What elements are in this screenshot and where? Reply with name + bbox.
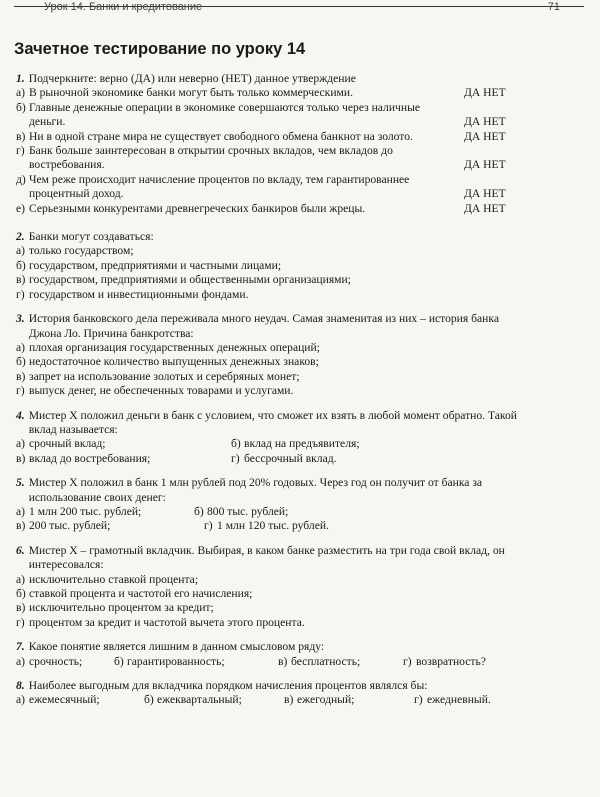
- option-text: исключительно процентом за кредит;: [29, 601, 214, 615]
- option-text: плохая организация государственных денежных операций;: [29, 340, 320, 354]
- question-7: [16, 640, 526, 669]
- option-letter: б): [144, 693, 154, 707]
- question-prompt: [16, 312, 526, 341]
- option-letter: б): [16, 258, 26, 272]
- option[interactable]: [16, 437, 231, 451]
- option-text: бесплатность;: [291, 654, 361, 668]
- question-text: Банки могут создаваться:: [28, 230, 154, 244]
- option[interactable]: [16, 505, 194, 519]
- option-text: только государством;: [29, 244, 134, 258]
- question-5: [16, 476, 526, 534]
- yes-no-choice[interactable]: ДА НЕТ: [464, 129, 506, 143]
- option[interactable]: [16, 370, 526, 384]
- question-prompt: [16, 409, 526, 438]
- yes-no-choice[interactable]: ДА НЕТ: [464, 187, 506, 201]
- question-prompt: [16, 544, 526, 573]
- option[interactable]: [231, 452, 337, 466]
- header-rule: [14, 1, 584, 13]
- question-2: [16, 230, 526, 302]
- yes-no-choice[interactable]: ДА НЕТ: [464, 115, 506, 129]
- option[interactable]: [194, 505, 288, 519]
- question-prompt: [16, 72, 526, 86]
- statement-text: Серьезными конкурентами древнегреческих банкиров были жрецы.: [29, 201, 366, 215]
- option[interactable]: [278, 655, 403, 669]
- option-letter: г): [16, 144, 25, 158]
- option[interactable]: [16, 655, 114, 669]
- option-letter: г): [231, 451, 240, 465]
- option[interactable]: [16, 273, 526, 287]
- option[interactable]: [16, 259, 526, 273]
- option-letter: е): [16, 201, 26, 215]
- option[interactable]: [16, 355, 526, 369]
- option-text: срочность;: [29, 654, 83, 668]
- option[interactable]: [16, 601, 526, 615]
- option-letter: а): [16, 654, 26, 668]
- option-letter: а): [16, 340, 26, 354]
- statement-c: [16, 130, 526, 144]
- option-text: исключительно ставкой процента;: [29, 572, 199, 586]
- question-text: Мистер X – грамотный вкладчик. Выбирая, в каком банке разместить на три года свой вклад, он интересовался:: [28, 543, 505, 572]
- option-letter: д): [16, 172, 26, 186]
- question-text: История банковского дела переживала много неудач. Самая знаменитая из них – история банка Джона Ло. Причина банкротства:: [28, 312, 499, 340]
- option-letter: в): [16, 273, 26, 287]
- statement-a: [16, 86, 526, 100]
- option-letter: г): [16, 384, 25, 398]
- option[interactable]: [16, 587, 526, 601]
- question-1: [16, 72, 526, 216]
- question-number: 4.: [16, 408, 25, 422]
- option-letter: б): [114, 654, 124, 668]
- option-letter: в): [278, 654, 288, 668]
- question-number: 7.: [16, 640, 25, 654]
- option[interactable]: [16, 693, 144, 707]
- option[interactable]: [16, 288, 526, 302]
- option-letter: в): [16, 129, 26, 143]
- option-letter: а): [16, 693, 26, 707]
- option-text: государством и инвестиционными фондами.: [29, 287, 249, 301]
- running-head: Урок 14. Банки и кредитование: [44, 1, 203, 13]
- option-text: государством, предприятиями и общественными организациями;: [29, 273, 351, 287]
- option-text: ставкой процента и частотой его начисления;: [29, 587, 253, 600]
- question-6: [16, 544, 526, 630]
- option-text: ежедневный.: [427, 693, 491, 707]
- option[interactable]: [16, 573, 526, 587]
- option-letter: а): [16, 86, 26, 100]
- option-text: 800 тыс. рублей;: [207, 504, 289, 518]
- yes-no-choice[interactable]: ДА НЕТ: [464, 158, 506, 172]
- option-letter: в): [284, 693, 294, 707]
- question-text: Какое понятие является лишним в данном смысловом ряду:: [28, 640, 325, 654]
- option[interactable]: [16, 519, 204, 533]
- option[interactable]: [231, 437, 360, 451]
- statement-text: Чем реже происходит начисление процентов по вкладу, тем гарантированнее процентный доход.: [29, 172, 410, 201]
- option-letter: б): [16, 587, 26, 600]
- option[interactable]: [16, 244, 526, 258]
- question-prompt: [16, 679, 526, 693]
- question-number: 5.: [16, 476, 25, 490]
- option-text: 1 млн 200 тыс. рублей;: [29, 504, 142, 518]
- option[interactable]: [403, 655, 486, 669]
- option-letter: г): [16, 615, 25, 629]
- option-text: процентом за кредит и частотой вычета этого процента.: [29, 615, 305, 629]
- option-letter: а): [16, 504, 26, 518]
- option[interactable]: [16, 452, 231, 466]
- question-number: 3.: [16, 312, 25, 326]
- option-letter: а): [16, 437, 26, 451]
- option-text: недостаточное количество выпущенных денежных знаков;: [29, 355, 319, 369]
- option-text: ежегодный;: [297, 693, 355, 707]
- question-prompt: [16, 230, 526, 244]
- option-text: выпуск денег, не обеспеченных товарами и услугами.: [29, 384, 294, 398]
- option-text: бессрочный вклад.: [244, 451, 337, 465]
- option[interactable]: [204, 519, 329, 533]
- page-number: 71: [547, 1, 560, 13]
- option[interactable]: [114, 655, 278, 669]
- statement-text: Банк больше заинтересован в открытии срочных вкладов, чем вкладов до востребования.: [29, 144, 393, 172]
- option[interactable]: [16, 384, 526, 398]
- question-text: Наиболее выгодным для вкладчика порядком начисления процентов являлся бы:: [28, 679, 428, 693]
- statement-f: [16, 202, 526, 216]
- option-text: вклад до востребования;: [29, 451, 151, 465]
- option-letter: в): [16, 601, 26, 615]
- option-letter: а): [16, 572, 26, 586]
- option-text: 1 млн 120 тыс. рублей.: [217, 519, 329, 533]
- statement-text: Главные денежные операции в экономике совершаются только через наличные деньги.: [29, 100, 420, 129]
- option-letter: а): [16, 244, 26, 258]
- question-3: [16, 312, 526, 398]
- question-4: [16, 409, 526, 467]
- option-text: ежеквартальный;: [157, 693, 242, 707]
- option-letter: г): [16, 287, 25, 301]
- question-number: 6.: [16, 543, 25, 557]
- option-text: ежемесячный;: [29, 693, 100, 707]
- option-letter: в): [16, 519, 26, 533]
- option[interactable]: [414, 693, 491, 707]
- statement-b: [16, 101, 526, 130]
- option-text: возвратность?: [416, 654, 486, 668]
- statement-text: В рыночной экономике банки могут быть только коммерческими.: [29, 86, 353, 100]
- option[interactable]: [16, 616, 526, 630]
- page-title: Зачетное тестирование по уроку 14: [14, 40, 306, 58]
- question-8: [16, 679, 526, 708]
- option-letter: г): [204, 519, 213, 533]
- option-letter: в): [16, 369, 26, 383]
- option-letter: в): [16, 451, 26, 465]
- option[interactable]: [284, 693, 414, 707]
- option-text: срочный вклад;: [29, 437, 106, 451]
- statement-d: [16, 144, 526, 173]
- option[interactable]: [16, 341, 526, 355]
- option[interactable]: [144, 693, 284, 707]
- option-text: вклад на предъявителя;: [244, 437, 360, 451]
- option-letter: б): [194, 504, 204, 518]
- option-text: 200 тыс. рублей;: [29, 519, 111, 533]
- question-number: 2.: [16, 230, 25, 244]
- question-text: Подчеркните: верно (ДА) или неверно (НЕТ) данное утверждение: [28, 72, 356, 85]
- question-number: 8.: [16, 679, 25, 693]
- option-letter: б): [231, 437, 241, 451]
- yes-no-choice[interactable]: ДА НЕТ: [464, 86, 506, 100]
- option-text: гарантированность;: [127, 654, 225, 668]
- option-letter: б): [16, 100, 26, 114]
- option-letter: г): [403, 654, 412, 668]
- test-content: [16, 72, 526, 718]
- question-prompt: [16, 640, 526, 654]
- question-text: Мистер X положил деньги в банк с условием, что сможет их взять в любой момент обратно. Такой вклад называется:: [28, 408, 517, 436]
- statement-text: Ни в одной стране мира не существует свободного обмена банкнот на золото.: [29, 129, 413, 143]
- option-text: государством, предприятиями и частными лицами;: [29, 258, 282, 272]
- yes-no-choice[interactable]: ДА НЕТ: [464, 201, 506, 215]
- question-number: 1.: [16, 72, 25, 85]
- statement-e: [16, 173, 526, 202]
- option-text: запрет на использование золотых и серебряных монет;: [29, 369, 300, 383]
- option-letter: б): [16, 355, 26, 369]
- question-text: Мистер X положил в банк 1 млн рублей под 20% годовых. Через год он получит от банка за использование своих денег:: [28, 476, 483, 504]
- question-prompt: [16, 476, 526, 505]
- option-letter: г): [414, 693, 423, 707]
